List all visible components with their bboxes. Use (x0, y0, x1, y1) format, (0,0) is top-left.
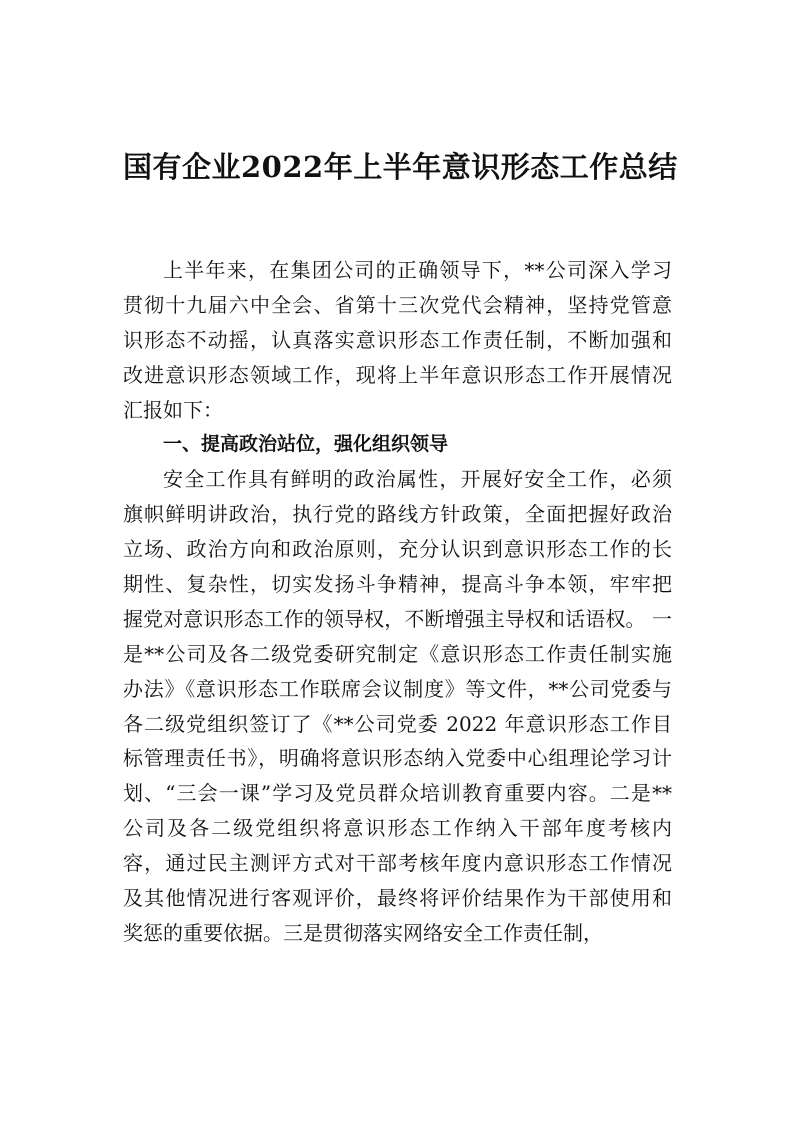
paragraph-line: 是**公司及各二级党委研究制定《意识形态工作责任制实施 (123, 641, 672, 666)
paragraph-line: 安全工作具有鲜明的政治属性，开展好安全工作，必须 (163, 467, 672, 492)
paragraph-line: 办法》《意识形态工作联席会议制度》等文件，**公司党委与 (123, 676, 672, 701)
paragraph-line: 贯彻十九届六中全会、省第十三次党代会精神，坚持党管意 (123, 292, 672, 317)
paragraph-line: 汇报如下： (123, 397, 223, 422)
paragraph-line: 期性、复杂性，切实发扬斗争精神，提高斗争本领，牢牢把 (123, 572, 672, 597)
paragraph-line: 奖惩的重要依据。三是贯彻落实网络安全工作责任制， (123, 920, 603, 945)
paragraph-line: 改进意识形态领域工作，现将上半年意识形态工作开展情况 (123, 362, 672, 387)
paragraph-line: 公司及各二级党组织将意识形态工作纳入干部年度考核内 (123, 816, 672, 841)
paragraph-line: 立场、政治方向和政治原则，充分认识到意识形态工作的长 (123, 537, 672, 562)
paragraph-line: 握党对意识形态工作的领导权，不断增强主导权和话语权。 一 (123, 606, 672, 631)
paragraph-line: 识形态不动摇，认真落实意识形态工作责任制，不断加强和 (123, 327, 672, 352)
paragraph-line: 及其他情况进行客观评价，最终将评价结果作为干部使用和 (123, 886, 672, 911)
paragraph-line: 容，通过民主测评方式对干部考核年度内意识形态工作情况 (123, 851, 672, 876)
document-body (123, 253, 672, 951)
paragraph-line: 旗帜鲜明讲政治，执行党的路线方针政策，全面把握好政治 (123, 502, 672, 527)
paragraph-line: 标管理责任书》，明确将意识形态纳入党委中心组理论学习计 (123, 746, 672, 771)
paragraph-line: 各二级党组织签订了《**公司党委 2022 年意识形态工作目 (123, 711, 672, 736)
paragraph-line: 划、“三会一课”学习及党员群众培训教育重要内容。二是** (123, 781, 672, 806)
section1-paragraph (123, 462, 672, 950)
intro-paragraph (123, 253, 672, 427)
section-heading: 一、提高政治站位，强化组织领导 (163, 433, 449, 456)
paragraph-line: 上半年来，在集团公司的正确领导下，**公司深入学习 (163, 258, 672, 282)
document-title: 国有企业2022年上半年意识形态工作总结 (123, 150, 678, 184)
